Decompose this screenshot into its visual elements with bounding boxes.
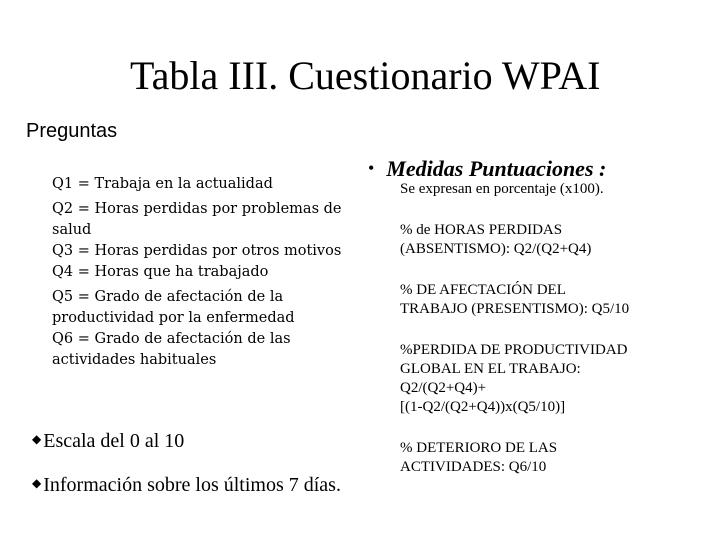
question-q1: Q1 = Trabaja en la actualidad [52, 176, 273, 192]
medidas-list [400, 180, 710, 477]
bullet-escala-text: Escala del 0 al 10 [43, 430, 185, 452]
medidas-subtitle: Se expresan en porcentaje (x100). [400, 181, 604, 197]
diamond-bullet-icon: ◆ [32, 432, 42, 446]
question-q5: Q5 = Grado de afectación de la productividad por la enfermedad [52, 289, 295, 326]
medidas-heading-text: Medidas Puntuaciones : [386, 156, 607, 181]
page-title: Tabla III. Cuestionario WPAI [130, 53, 601, 98]
question-q4: Q4 = Horas que ha trabajado [52, 264, 269, 280]
medida-horas-perdidas: % de HORAS PERDIDAS (ABSENTISMO): Q2/(Q2+Q4) [400, 222, 592, 257]
medidas-heading [368, 154, 606, 183]
preguntas-heading: Preguntas [26, 120, 118, 142]
question-q6: Q6 = Grado de afectación de las actividades habituales [52, 331, 291, 368]
bullet-dot-icon: • [368, 158, 375, 178]
question-q2: Q2 = Horas perdidas por problemas de salud [52, 201, 342, 238]
medida-perdida-productividad: %PERDIDA DE PRODUCTIVIDAD GLOBAL EN EL TRABAJO: Q2/(Q2+Q4)+ [(1-Q2/(Q2+Q4))x(Q5/10)] [400, 342, 628, 415]
bullet-informacion-text: Información sobre los últimos 7 días. [43, 474, 341, 496]
medida-afectacion-trabajo: % DE AFECTACIÓN DEL TRABAJO (PRESENTISMO): Q5/10 [400, 282, 630, 317]
bullet-escala [32, 426, 362, 454]
diamond-bullet-icon: ◆ [32, 476, 42, 490]
question-q3: Q3 = Horas perdidas por otros motivos [52, 243, 342, 259]
question-list [52, 174, 342, 371]
bullet-informacion [32, 470, 362, 498]
medida-deterioro-actividades: % DETERIORO DE LAS ACTIVIDADES: Q6/10 [400, 440, 558, 475]
